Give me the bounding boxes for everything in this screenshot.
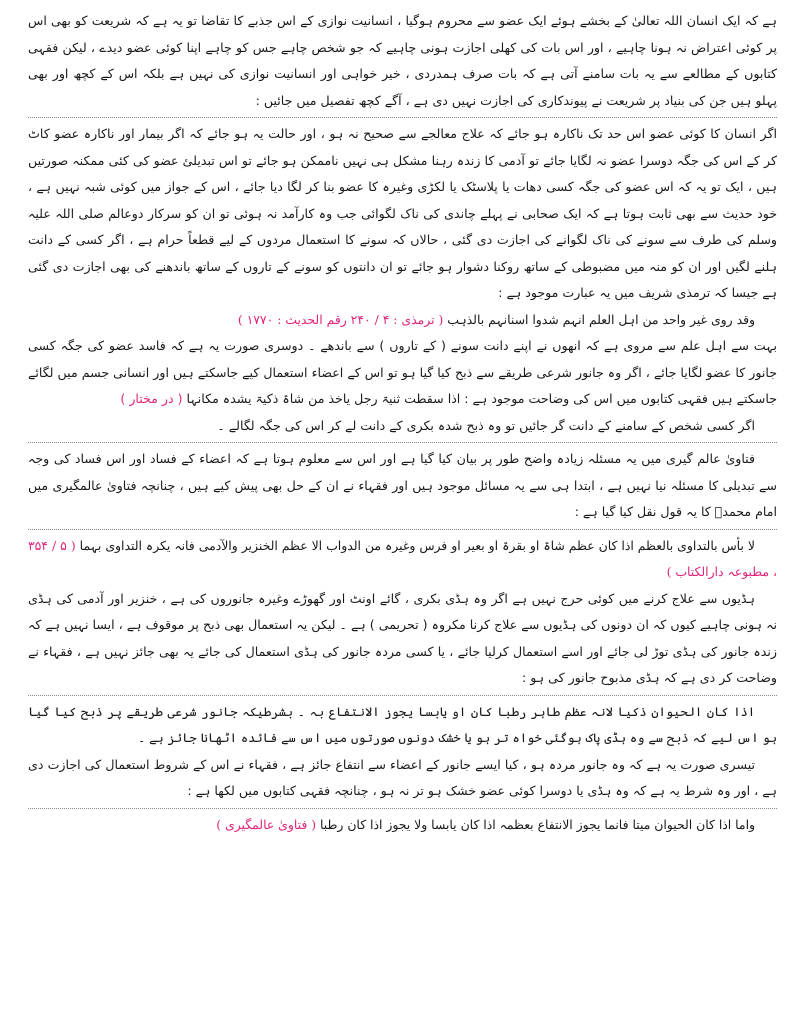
paragraph-organ-replacement [28,121,777,307]
arabic-text: واما اذا کان الحیوان میتا فانما یجوز الانتفاع بعظمہ اذا کان یابسا ولا یجوز اذا کان رطبا [316,816,755,832]
arabic-quote-tirmidhi [28,307,777,334]
text-run: اگر کسی شخص کے سامنے کے دانت گر جائیں تو وہ ذبح شدہ بکری کے دانت لے کر اس کی جگہ لگالے ۔ [217,417,755,433]
text-run: تیسری صورت یہ ہے کہ وہ جانور مردہ ہو ، کیا ایسے جانور کے اعضاء سے انتفاع جائز ہے ، فقہاء نے اس کے شروط استعمال کی اجازت دی ہے ، اور وہ شرط یہ ہے کہ وہ ہڈی یا دوسرا کوئی عضو خشک ہو تر نہ ہو ، چنانچہ فقہی کتابوں میں لکھا ہے : [28,756,777,798]
reference-durr-mukhtar: ( در مختار ) [120,391,183,406]
arabic-quote-dead-animal [28,812,777,839]
arabic-text: وقد روی غیر واحد من اہل العلم انہم شدوا اسنانہم بالذہب [443,311,755,327]
text-run: فتاویٰ عالم گیری میں یہ مسئلہ زیادہ واضح طور پر بیان کیا گیا ہے اور اس سے معلوم ہوتا ہے کہ اعضاء کے فساد اور اس فساد کی وجہ سے تبدیلی کا مسئلہ نیا نہیں ہے ، ابتدا ہی سے یہ مسائل موجود ہیں اور فقہاء نے ان کے حل بھی پیش کیے ہیں ، چنانچہ فتاویٰ عالمگیری میں امام محمدؒ کا یہ قول نقل کیا گیا ہے : [28,451,777,519]
arabic-quote-bones [28,533,777,586]
text-run: اگر انسان کا کوئی عضو اس حد تک ناکارہ ہو جائے کہ علاج معالجے سے صحیح نہ ہو ، اور حالت یہ ہو جائے کہ اگر بیمار اور ناکارہ عضو کاٹ کر کے اس کی جگہ دوسرا عضو نہ لگایا جائے تو آدمی کا زندہ رہنا مشکل ہی نہیں ناممکن ہو جائے تو اس تبدیلئ عضو کی کئی ممکنہ صورتیں ہیں ، ایک تو یہ کہ اس عضو کی جگہ کسی دھات یا پلاسٹک یا لکڑی وغیرہ کا عضو بنا کر لگا دیا جائے ، اس کے جواز میں کوئی شبہ نہیں ہے ، خود حدیث سے بھی ثابت ہوتا ہے کہ ایک صحابی نے پہلے چاندی کی ناک لگوائی جب وہ کارآمد نہ ہوئی تو ان کو سرکار دوعالم صلی اللہ علیہ وسلم کی طرف سے سونے کی ناک لگوانے کی اجازت دی گئی ، حالاں کہ سونے کا استعمال مردوں کے لیے قطعاً حرام ہے ، اگر کسی کے دانت ہلنے لگیں اور ان کو منہ میں مضبوطی کے ساتھ روکنا دشوار ہو جائے تو ان دانتوں کو سونے کے تاروں کے ساتھ باندھنے کی بھی اجازت دی گئی ہے جیسا کہ ترمذی شریف میں یہ عبارت موجود ہے : [28,126,777,300]
paragraph-third-case [28,752,777,805]
reference-alamgiri: ( فتاویٰ عالمگیری ) [216,816,317,832]
divider [28,808,777,809]
paragraph-alamgiri [28,446,777,526]
divider [28,117,777,118]
arabic-text: اذا کان الحیوان ذکیا لانہ عظم طاہر رطبا کان او یابسا یجوز الانتفاع بہ ۔ بشرطیکہ جانور شرعی طریقے پر ذبح کیا گیا ہو اس لیے کہ ذبح سے وہ ہڈی پاک ہوگئی خواہ تر ہو یا خشک دونوں صورتوں میں اس سے فائدہ اٹھانا جائز ہے ۔ [28,703,777,745]
arabic-text: لا بأس بالتداوی بالعظم اذا کان عظم شاۃ او بقرۃ او بعیر او فرس وغیرہ من الدواب الا عظم الخنزیر والآدمی فانہ یکرہ التداوی بہما [75,537,755,553]
text-run: ہے کہ ایک انسان اللہ تعالیٰ کے بخشے ہوئے ایک عضو سے محروم ہوگیا ، انسانیت نوازی کے اس جذبے کا تقاضا تو یہ ہے کہ شریعت کو بھی اس پر کوئی اعتراض نہ ہونا چاہیے ، اور اس بات کی کھلی اجازت ہونی چاہیے کہ جو شخص چاہے جس کو چاہے اپنا کوئی عضو دیدے ، لیکن فقہی کتابوں کے مطالعے سے یہ بات سامنے آتی ہے کہ بات صرف ہمدردی ، خیر خواہی اور انسانیت نوازی کی نہیں ہے بلکہ اس کے کچھ اور بھی پہلو ہیں جن کی بنیاد پر شریعت نے پیوندکاری کی اجازت نہیں دی ہے ، آگے کچھ تفصیل میں جائیں : [28,13,777,108]
paragraph-animal-organs [28,333,777,413]
paragraph-bones-translation [28,586,777,692]
arabic-quote-slaughtered [28,699,777,752]
reference-dar-al-kitab: ( ۵ / ۳۵۴ ، مطبوعہ دارالکتاب ) [28,537,777,579]
text-run: ہڈیوں سے علاج کرنے میں کوئی حرج نہیں ہے اگر وہ ہڈی بکری ، گائے اونٹ اور گھوڑے وغیرہ جانوروں کی ہے ، خنزیر اور آدمی کی ہڈی نہ ہونی چاہیے کیوں کہ ان دونوں کی ہڈیوں سے علاج کرنا مکروہ ( تحریمی ) ہے ۔ لیکن یہ استعمال بھی ذبح پر موقوف ہے ، ایسا نہیں ہے کہ زندہ جانور کی ہڈی توڑ لی جائے اور اسے استعمال کرلیا جائے ، یا کسی مردہ جانور کی ہڈی استعمال کی جائے یہ بھی جائز نہیں ہے ، فقہاء نے وضاحت کر دی ہے کہ ہڈی مذبوح جانور کی ہو : [28,590,777,685]
paragraph-intro [28,8,777,114]
text-run: بہت سے اہل علم سے مروی ہے کہ انھوں نے اپنے دانت سونے ( کے تاروں ) سے باندھے ۔ دوسری صورت یہ ہے کہ فاسد عضو کی جگہ کسی جانور کا عضو لگایا جائے ، اگر وہ جانور شرعی طریقے سے ذبح کیا گیا ہو تو اس کے اعضاء استعمال کیے جاسکتے ہیں اور انسانی جسم میں لگائے جاسکتے ہیں فقہی کتابوں میں اس کی وضاحت موجود ہے : اذا سقطت ثنیۃ رجل یاخذ من شاۃ ذکیۃ یشدہ مکانہا [28,338,777,406]
divider [28,529,777,530]
divider [28,442,777,443]
divider [28,695,777,696]
paragraph-teeth-translation [28,413,777,440]
reference-tirmidhi: ( ترمذی : ۴ / ۲۴۰ رقم الحدیث : ۱۷۷۰ ) [237,311,444,327]
